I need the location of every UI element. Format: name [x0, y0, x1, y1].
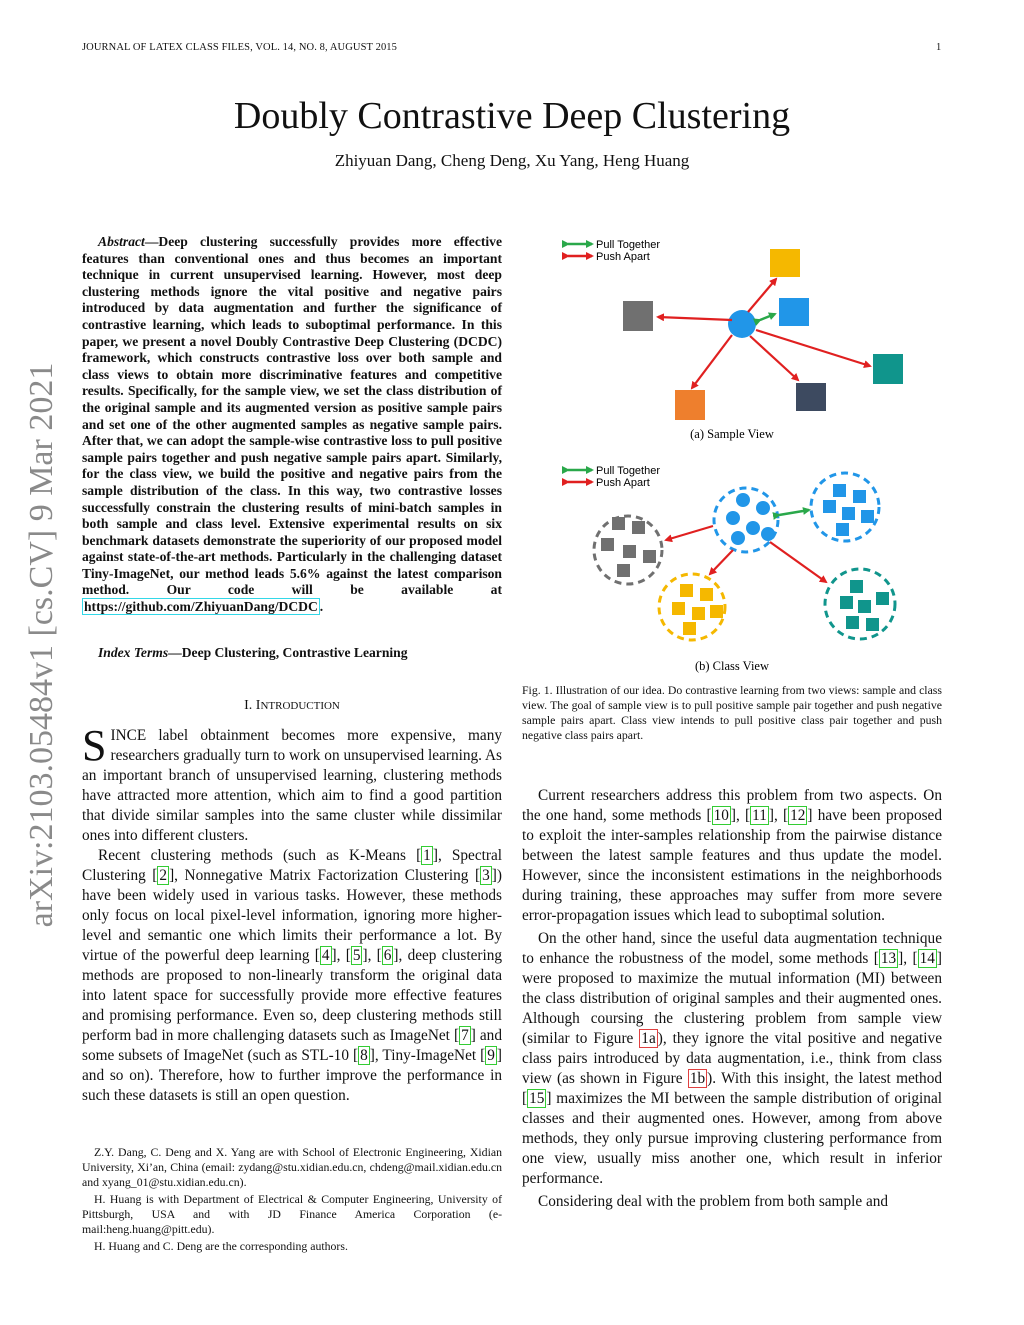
subcaption-a: (a) Sample View: [690, 427, 774, 441]
text-run: Recent clustering methods (such as K-Means: [98, 847, 417, 864]
citation-link[interactable]: 15: [529, 1090, 545, 1107]
teal-sample: [873, 354, 903, 384]
text-run: ). With this insight, the latest method: [707, 1070, 942, 1087]
text-run: have been proposed to exploit the inter-samples relationship from the pairwise distance between the latest sample features and thus update the model. However, since the inconsistent estimations in the neighborhoods during training, these approaches may suffer from more severe error-propagation issues which lead to suboptimal solution.: [522, 807, 942, 924]
blue-square-sample: [853, 490, 866, 503]
paper-title: Doubly Contrastive Deep Clustering: [233, 95, 791, 137]
yellow-class-sample: [710, 605, 723, 618]
blue-class-sample: [761, 527, 775, 541]
text-run: , Nonnegative Matrix Factorization Clustering: [174, 867, 476, 884]
text-run: ), they ignore the vital positive and negative class pairs introduced by data augmentation, i.e., think from class view (as shown in Figure: [522, 1030, 942, 1087]
legend-pull-label: Pull Together: [596, 239, 661, 251]
anchor-sample: [728, 310, 756, 338]
section-number: I.: [244, 698, 253, 713]
blue-class-sample: [746, 521, 760, 535]
text-run: , Spectral Clustering: [82, 847, 502, 884]
section-title-rest: NTRODUCTION: [260, 700, 340, 712]
yellow-class-sample: [692, 607, 705, 620]
teal-class-sample: [876, 592, 889, 605]
gray-class-sample: [632, 521, 645, 534]
citation-link[interactable]: 6: [383, 947, 392, 964]
blue-class-sample: [731, 531, 745, 545]
index-terms-text: —Deep Clustering, Contrastive Learning: [168, 645, 408, 660]
blue-square-sample: [836, 523, 849, 536]
text-run: , deep clustering methods are proposed to non-linearly transform the original data into latent space for successfully provide more effective features and promising performance. Even so, deep clustering methods still perform bad in more challenging datasets such as ImageNet: [82, 947, 503, 1044]
subcaption-b: (b) Class View: [694, 659, 770, 673]
section-title-first: I: [255, 698, 261, 713]
text-run: and some subsets of ImageNet (such as STL-10: [82, 1027, 502, 1064]
gray-class-sample: [643, 550, 656, 563]
push-arrow: [756, 330, 870, 366]
gray-class-sample: [601, 538, 614, 551]
text-run: Current researchers address this problem from two aspects. On the one hand, some methods: [522, 787, 942, 824]
citation-link[interactable]: 2: [159, 867, 168, 884]
abstract: [82, 234, 502, 616]
index-terms-label: Index Terms: [98, 645, 169, 660]
blue-class-sample: [726, 511, 740, 525]
figure-1-caption: Fig. 1. Illustration of our idea. Do contrastive learning from two views: sample and class view. The goal of sample view is to pull positive sample pair together and push negative sample pairs apart. Class view intends to pull positive class pair together and push negative class pairs apart.: [522, 683, 942, 742]
right-column-body: [522, 786, 942, 1212]
pull-arrow: [760, 314, 775, 320]
citation-link[interactable]: 13: [880, 950, 897, 967]
citation-link[interactable]: 7: [461, 1027, 469, 1044]
push-arrow: [658, 317, 732, 320]
citation-link[interactable]: 8: [360, 1047, 368, 1064]
yellow-class-sample: [700, 588, 713, 601]
blue-class-sample: [736, 493, 750, 507]
figure-ref-link[interactable]: 1b: [689, 1070, 706, 1087]
index-terms: [82, 645, 502, 662]
abstract-text: —Deep clustering successfully provides more effective features than conventional ones and thus becomes an important technique in current unsupervised learning. However, most deep clustering methods ignore the vital positive and negative pairs introduced by data augmentation and further the significance of contrastive learning, which leads to suboptimal performance. In this paper, we present a novel Doubly Contrastive Deep Clustering (DCDC) framework, which constructs contrastive loss over both sample and class views to obtain more discriminative features and competitive results. Specifically, for the sample view, we set the class distribution of the original sample and its augmented version as positive sample pairs and set one of the other augmented samples as negative sample pairs. After that, we can adopt the sample-wise contrastive loss to pull positive sample pairs together and push negative sample pairs apart. Similarly, for the class view, we build the positive and negative pairs from the sample distribution of the class. In this way, two contrastive losses successfully constrain the clustering results of mini-batch samples in both sample and class level. Extensive experimental results on six benchmark datasets demonstrate the superiority of our proposed model against state-of-the-art methods. Particularly in the challenging dataset Tiny-ImageNet, our method leads 5.6% against the latest comparison method. Our code will be available at: [82, 234, 502, 598]
footnotes: [82, 1145, 502, 1256]
abstract-end: .: [319, 599, 324, 615]
teal-class-sample: [846, 616, 859, 629]
push-arrow: [750, 336, 798, 380]
teal-class-sample: [840, 596, 853, 609]
legend-b: [568, 465, 660, 489]
right-paragraph-2: On the other hand, since the useful data augmentation technique to enhance the robustness of the model, some methods [ 13 ], [ 14 ] were proposed to maximize the mutual information (MI) between the class distribution of original samples and their augmented ones. Although coursing the clustering problem from sample view (similar to Figure 1a ), they ignore the vital positive and negative class pairs introduced by data augmentation, i.e., think from class view (as shown in Figure 1b ). With this insight, the latest method [ 15 ] maximizes the MI between the sample distribution of original classes and their augmented ones. However, among from above methods, they only pursue improving clustering performance from one view, usually miss another one, which result in inferior performance.: [522, 930, 943, 1187]
push-arrow: [692, 335, 732, 388]
section-heading-introduction: [82, 698, 502, 714]
legend-pull-label: Pull Together: [596, 465, 661, 477]
footnote-affiliation-1: Z.Y. Dang, C. Deng and X. Yang are with School of Electronic Engineering, Xidian University, Xi’an, China (email: zydang@stu.xidian.edu.cn, chdeng@mail.xidian.edu.cn and xyang_01@stu.xidian.edu.cn).: [82, 1145, 502, 1189]
citation-link[interactable]: 12: [790, 807, 806, 824]
citation-link[interactable]: 14: [919, 950, 935, 967]
yellow-class-sample: [683, 622, 696, 635]
citation-link[interactable]: 1: [423, 847, 431, 864]
gray-class-sample: [617, 564, 630, 577]
abstract-label: Abstract: [98, 234, 145, 249]
legend-push-label: Push Apart: [596, 477, 650, 489]
intro-lead: INCE: [110, 727, 147, 744]
citation-link[interactable]: 11: [752, 807, 767, 824]
legend-a: [568, 239, 660, 263]
figure-1-svg: [520, 232, 950, 682]
teal-class-sample: [850, 580, 863, 593]
citation-link[interactable]: 4: [321, 947, 330, 964]
dropcap: S: [82, 721, 107, 770]
yellow-sample: [770, 249, 800, 277]
author-list: Zhiyuan Dang, Cheng Deng, Xu Yang, Heng Huang: [334, 151, 690, 170]
intro-p1-text: label obtainment becomes more expensive, many researchers gradually turn to work on unsupervised learning. As an important branch of unsupervised learning, clustering methods have attracted more attention, which aim to find a good partition that divide similar samples into the same cluster while dissimilar ones into different clusters.: [82, 727, 502, 844]
intro-paragraph-2: Recent clustering methods (such as K-Means [ 1 ], Spectral Clustering [ 2 ], Nonnegative Matrix Factorization Clustering [ 3 ]) have been widely used in various tasks. However, these methods only focus on local pixel-level information, ignoring more higher-level and semantic one which limits their performance a lot. By virtue of the powerful deep learning [ 4 ], [ 5 ], [ 6 ], deep clustering methods are proposed to non-linearly transform the original data into latent space for successfully provide more effective features and promising performance. Even so, deep clustering methods still perform bad in more challenging datasets such as ImageNet [ 7 ] and some subsets of ImageNet (such as STL-10 [ 8 ], Tiny-ImageNet [ 9 ] and so on). Therefore, how to further improve the performance in such these datasets is still an open question.: [82, 847, 503, 1104]
pull-arrow: [779, 510, 809, 515]
right-paragraph-3: Considering deal with the problem from both sample and: [538, 1193, 889, 1210]
citation-link[interactable]: 3: [482, 867, 490, 884]
yellow-class-sample: [672, 602, 685, 615]
blue-square-sample: [842, 507, 855, 520]
teal-class-sample: [858, 600, 871, 613]
text-run: and so on). Therefore, how to further improve the performance in such these datasets is still an open question.: [82, 1067, 502, 1104]
gray-class-sample: [612, 517, 625, 530]
text-run: , Tiny-ImageNet: [374, 1047, 481, 1064]
intro-paragraph-1: [82, 721, 502, 846]
legend-push-label: Push Apart: [596, 251, 650, 263]
text-run: maximizes the MI between the sample distribution of original classes and their augmented ones. However, among from above methods, they only pursue improving clustering performance from one view, usually miss another one, which result in inferior performance.: [522, 1090, 942, 1187]
navy-sample: [796, 383, 826, 411]
intro-body: [82, 721, 503, 1106]
blue-square-sample: [823, 500, 836, 513]
arxiv-stamp: [22, 362, 62, 928]
footnote-affiliation-2: H. Huang is with Department of Electrical & Computer Engineering, University of Pittsburgh, USA and with JD Finance America Corporation (e-mail:heng.huang@pitt.edu).: [82, 1192, 502, 1236]
blue-sample-augmented: [779, 298, 809, 326]
figure-1: [520, 232, 950, 682]
blue-square-sample: [861, 510, 874, 523]
text-run: were proposed to maximize the mutual information (MI) between the class distribution of original samples and their augmented ones. Although coursing the clustering problem from sample view (similar to Figure: [522, 970, 942, 1047]
class-view: [594, 473, 895, 640]
code-link[interactable]: https://github.com/ZhiyuanDang/DCDC: [84, 599, 318, 615]
citation-link[interactable]: 10: [713, 807, 729, 824]
push-arrow: [710, 550, 733, 574]
arxiv-stamp-text: arXiv:2103.05484v1 [cs.CV] 9 Mar 2021: [23, 362, 60, 928]
sample-view: [623, 249, 903, 420]
gray-sample: [623, 301, 653, 331]
blue-square-sample: [833, 484, 846, 497]
push-arrow: [666, 526, 713, 540]
gray-class-sample: [623, 545, 636, 558]
push-arrow: [748, 279, 776, 312]
text-run: On the other hand, since the useful data augmentation technique to enhance the robustness of the model, some methods: [522, 930, 942, 967]
orange-sample: [675, 390, 705, 420]
blue-class-sample: [756, 501, 770, 515]
page-number: 1: [936, 42, 942, 53]
right-paragraph-1: Current researchers address this problem from two aspects. On the one hand, some methods [ 10 ], [ 11 ], [ 12 ] have been proposed to exploit the inter-samples relationship from the pairwise distance between the latest sample features and thus update the model. However, since the inconsistent estimations in the neighborhoods during training, these approaches may suffer from more severe error-propagation issues which lead to suboptimal solution.: [522, 787, 942, 924]
citation-link[interactable]: 5: [352, 947, 361, 964]
citation-link[interactable]: 9: [487, 1047, 495, 1064]
yellow-class-sample: [680, 584, 693, 597]
footnote-corresponding: H. Huang and C. Deng are the corresponding authors.: [94, 1239, 348, 1253]
figure-ref-link[interactable]: 1a: [641, 1030, 656, 1047]
running-header: JOURNAL OF LATEX CLASS FILES, VOL. 14, NO. 8, AUGUST 2015: [82, 42, 397, 53]
text-run: ) have been widely used in various tasks. However, these methods only focus on local pixel-level information, ignoring more higher-level and semantic one which limits their performance a lot. By virtue of the powerful deep learning: [82, 867, 502, 964]
teal-class-sample: [866, 618, 879, 631]
push-arrow: [770, 542, 826, 582]
